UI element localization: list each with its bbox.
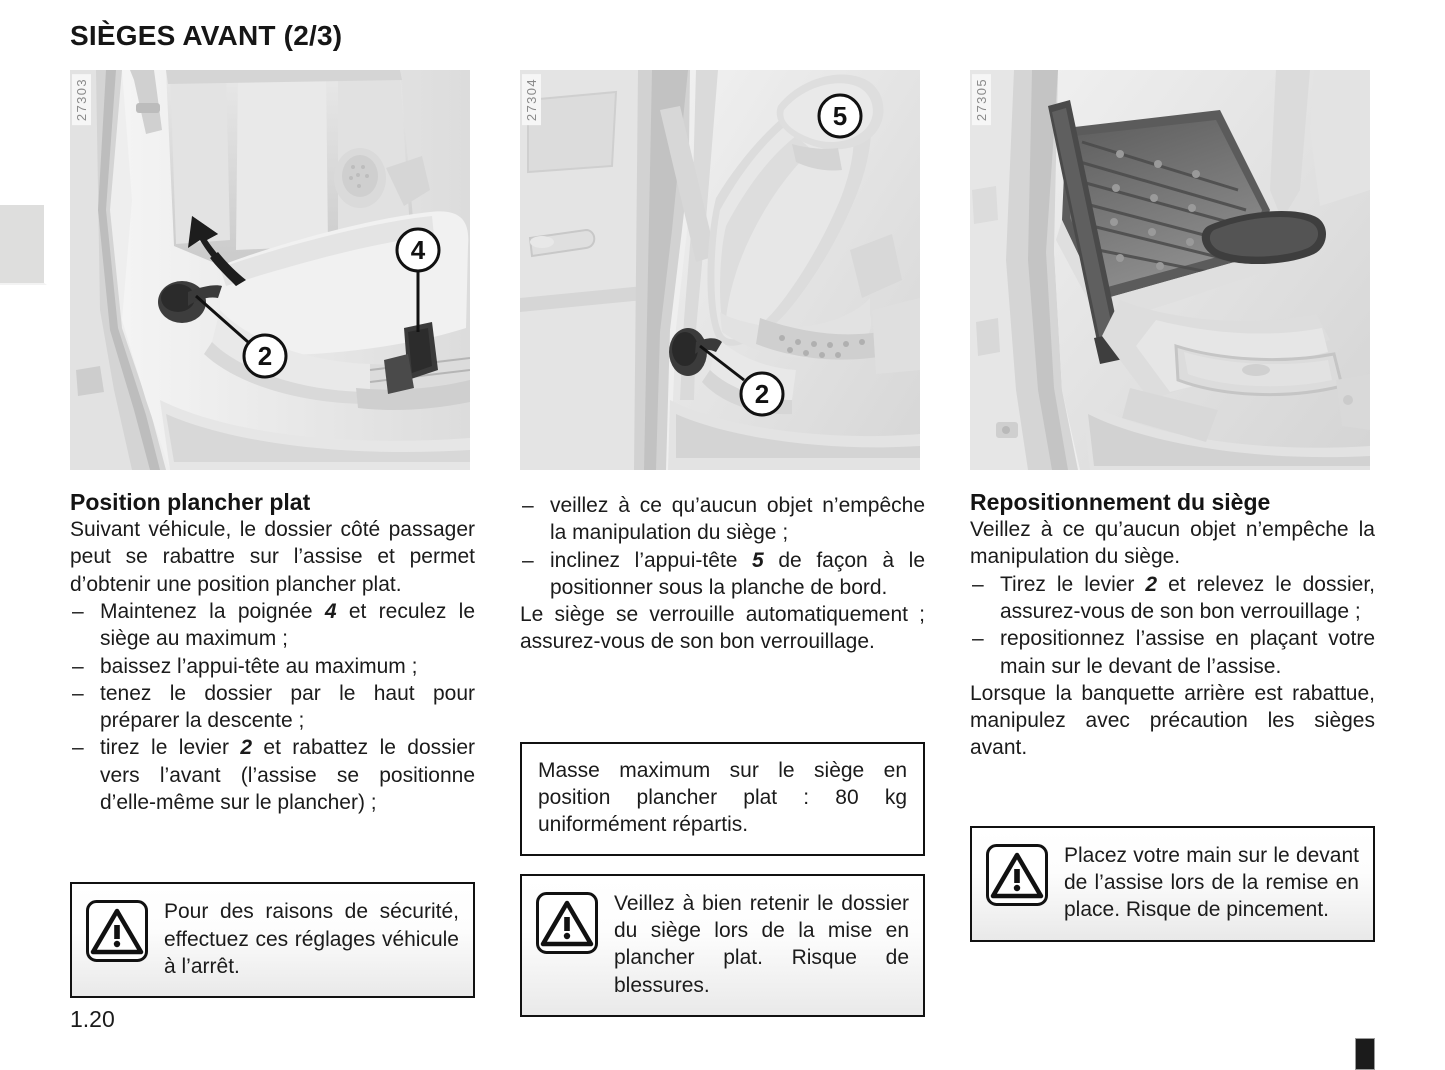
column1-intro: Suivant véhicule, le dossier côté passager peut se rabattre sur l’assise et permet d’obtenir une position plancher plat. <box>70 518 475 596</box>
warning-box-hold-backrest <box>520 874 925 1017</box>
figure-seat-folded-forward <box>520 70 920 470</box>
column3-paragraph: Lorsque la banquette arrière est rabattue, manipulez avec précaution les sièges avant. <box>970 681 1375 760</box>
column1-heading: Position plancher plat <box>70 489 311 515</box>
illustration-27303 <box>70 70 470 470</box>
warning-box-safety <box>70 882 475 998</box>
warning-triangle-icon <box>536 892 598 954</box>
warning-text: Placez votre main sur le devant de l’assise lors de la remise en place. Risque de pincement. <box>1064 843 1359 922</box>
column-right <box>970 70 1375 942</box>
column3-intro: Veillez à ce qu’aucun objet n’empêche la manipulation du siège. <box>970 518 1375 569</box>
note-box-max-load <box>520 742 925 856</box>
warning-triangle-icon <box>986 844 1048 906</box>
warning-triangle-icon <box>86 900 148 962</box>
corner-index-mark <box>1355 1038 1375 1070</box>
column-middle <box>520 70 925 1017</box>
figure-reference-code: 27304 <box>522 74 541 125</box>
callout-number-5: 5 <box>832 101 848 131</box>
callout-number-2: 2 <box>754 379 770 409</box>
page-number: 1.20 <box>70 1006 115 1032</box>
column3-bullet-list <box>970 571 1375 680</box>
warning-text: Pour des raisons de sécurité, effectuez ces réglages véhicule à l’arrêt. <box>164 900 459 978</box>
figure-reference-code: 27305 <box>972 74 991 125</box>
column2-paragraph: Le siège se verrouille automatiquement ; assurez-vous de son bon verrouillage. <box>520 603 925 654</box>
callout-number-4: 4 <box>410 235 426 265</box>
list-item: – baissez l’appui-tête au maximum ; <box>70 653 475 680</box>
callout-number-2: 2 <box>257 341 273 371</box>
figure-flat-floor-rear-view <box>970 70 1370 470</box>
list-item: – tirez le levier 2 et rabattez le dossier vers l’avant (l’assise se positionne d’elle-même sur le plancher) ; <box>70 734 475 816</box>
figure-reference-code: 27303 <box>72 74 91 125</box>
list-item: – tenez le dossier par le haut pour préparer la descente ; <box>70 680 475 735</box>
list-item: – inclinez l’appui-tête 5 de façon à le positionner sous la planche de bord. <box>520 547 925 602</box>
illustration-27304 <box>520 70 920 470</box>
illustration-27305 <box>970 70 1370 470</box>
column2-bullet-list <box>520 492 925 601</box>
list-item: – Tirez le levier 2 et relevez le dossier, assurez-vous de son bon verrouillage ; <box>970 571 1375 626</box>
column3-heading: Repositionnement du siège <box>970 489 1271 515</box>
warning-text: Veillez à bien retenir le dossier du siège lors de la mise en plancher plat. Risque de blessures. <box>614 891 909 997</box>
column-left <box>70 70 475 998</box>
list-item: – veillez à ce qu’aucun objet n’empêche la manipulation du siège ; <box>520 492 925 547</box>
chapter-tab-marker <box>0 205 47 285</box>
column1-bullet-list <box>70 598 475 816</box>
list-item: – Maintenez la poignée 4 et reculez le siège au maximum ; <box>70 598 475 653</box>
figure-seat-lever-handle <box>70 70 470 470</box>
warning-box-pinch-risk <box>970 826 1375 942</box>
note-text: Masse maximum sur le siège en position plancher plat : 80 kg uniformément répartis. <box>538 758 907 837</box>
page-title: SIÈGES AVANT (2/3) <box>70 20 343 51</box>
list-item: – repositionnez l’assise en plaçant votre main sur le devant de l’assise. <box>970 625 1375 680</box>
